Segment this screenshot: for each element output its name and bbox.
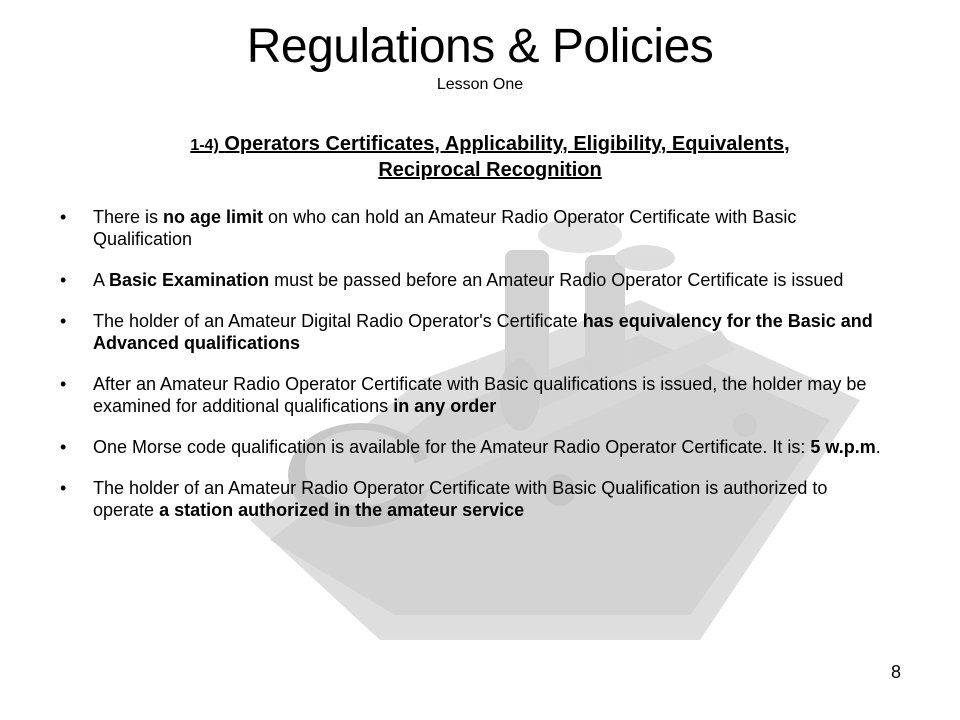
slide-subtitle: Lesson One: [436, 76, 524, 93]
title-block: [0, 18, 960, 95]
bullet-item: [60, 206, 890, 250]
bullet-dot-icon: •: [60, 311, 67, 331]
bullet-dot-icon: •: [60, 374, 67, 394]
bullet-emphasis: a station authorized in the amateur service: [159, 500, 525, 520]
bullet-text: .: [875, 437, 881, 457]
bullet-emphasis: in any order: [393, 396, 497, 416]
bullet-item: [60, 436, 890, 458]
bullet-emphasis: 5 w.p.m: [810, 437, 876, 457]
bullet-text: A: [93, 270, 110, 290]
bullet-text: must be passed before an Amateur Radio Operator Certificate is issued: [269, 270, 844, 290]
bullet-dot-icon: •: [60, 478, 67, 498]
bullet-text: The holder of an Amateur Digital Radio Operator's Certificate: [93, 311, 583, 331]
bullet-emphasis: has equivalency for the Basic and Advanced qualifications: [93, 311, 873, 353]
bullet-text: There is: [93, 207, 164, 227]
section-title-line1: Operators Certificates, Applicability, Eligibility, Equivalents,: [224, 133, 790, 155]
page-number: 8: [890, 662, 901, 682]
section-number: 1-4): [190, 137, 219, 154]
slide-title: Regulations & Policies: [246, 20, 714, 73]
bullet-dot-icon: •: [60, 270, 67, 290]
bullet-text: on who can hold an Amateur Radio Operator Certificate with Basic Qualification: [93, 207, 797, 249]
bullet-emphasis: no age limit: [163, 207, 264, 227]
bullet-dot-icon: •: [60, 207, 67, 227]
bullet-item: [60, 477, 890, 521]
section-heading: [100, 132, 880, 182]
bullet-dot-icon: •: [60, 437, 67, 457]
bullet-list: [60, 206, 890, 540]
bullet-emphasis: Basic Examination: [109, 270, 270, 290]
bullet-text: After an Amateur Radio Operator Certificate with Basic qualifications is issued, the holder may be examined for additional qualifications: [93, 374, 867, 416]
section-title-line2: Reciprocal Recognition: [378, 159, 602, 181]
bullet-item: [60, 310, 890, 354]
bullet-item: [60, 373, 890, 417]
bullet-item: [60, 269, 890, 291]
bullet-text: One Morse code qualification is available for the Amateur Radio Operator Certificate. It is:: [93, 437, 811, 457]
bullet-text: The holder of an Amateur Radio Operator Certificate with Basic Qualification is authorized to operate: [93, 478, 828, 520]
